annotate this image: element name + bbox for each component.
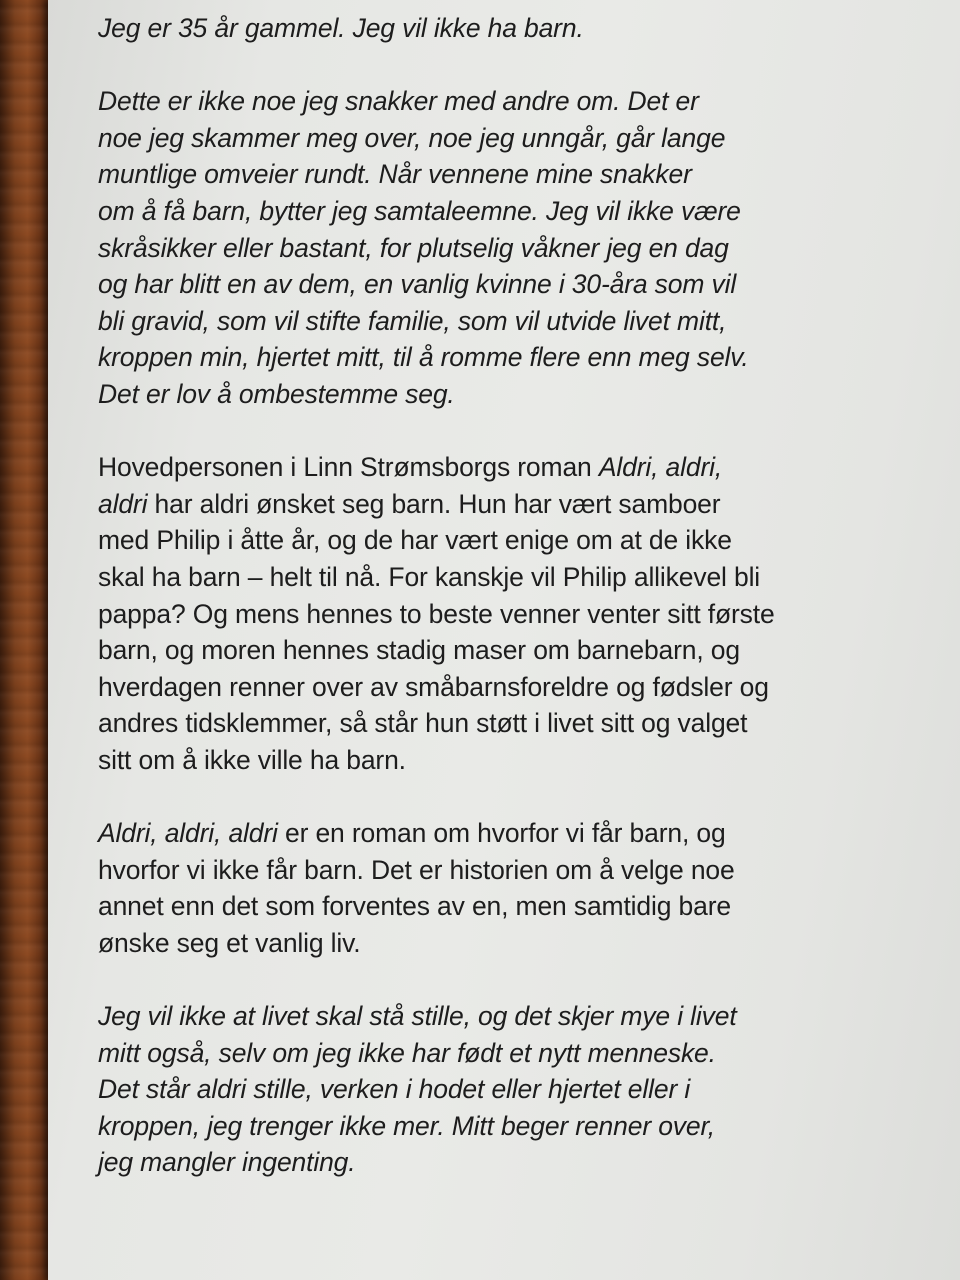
text-line (98, 888, 898, 925)
text-line (98, 449, 898, 486)
italic-text: aldri (98, 488, 148, 519)
italic-text: bli gravid, som vil stifte familie, som vil utvide livet mitt, (98, 305, 727, 336)
text-line (98, 998, 898, 1035)
text-line (98, 193, 898, 230)
text-line (98, 1144, 898, 1181)
text-line (98, 120, 898, 157)
text-line (98, 632, 898, 669)
italic-text: Dette er ikke noe jeg snakker med andre om. Det er (98, 86, 699, 117)
italic-text: kroppen min, hjertet mitt, til å romme flere enn meg selv. (98, 342, 749, 373)
body-text: skal ha barn – helt til nå. For kanskje vil Philip allikevel bli (98, 561, 761, 592)
paragraph-quote-2 (98, 998, 898, 1181)
text-line (98, 669, 898, 706)
body-text: sitt om å ikke ville ha barn. (98, 744, 406, 775)
body-text: pappa? Og mens hennes to beste venner venter sitt første (98, 598, 775, 629)
text-line (98, 1035, 898, 1072)
text-line (98, 10, 898, 47)
italic-text: muntlige omveier rundt. Når vennene mine snakker (98, 159, 692, 190)
body-text: er en roman om hvorfor vi får barn, og (277, 818, 726, 849)
paragraph-description-2 (98, 815, 898, 961)
text-line (98, 705, 898, 742)
italic-text: mitt også, selv om jeg ikke har født et nytt menneske. (98, 1037, 716, 1068)
italic-text: skråsikker eller bastant, for plutselig våkner jeg en dag (98, 232, 729, 263)
paragraph-quote-1 (98, 83, 898, 412)
paragraph-description-1 (98, 449, 898, 778)
italic-text: jeg mangler ingenting. (98, 1147, 356, 1178)
paragraph-intro-quote (98, 10, 898, 47)
body-text: Hovedpersonen i Linn Strømsborgs roman (98, 452, 599, 483)
text-line (98, 1071, 898, 1108)
italic-text: Det står aldri stille, verken i hodet eller hjertet eller i (98, 1074, 691, 1105)
text-line (98, 230, 898, 267)
text-line (98, 559, 898, 596)
text-line (98, 852, 898, 889)
text-line (98, 156, 898, 193)
text-line (98, 522, 898, 559)
text-line (98, 303, 898, 340)
italic-text: Aldri, aldri, (598, 452, 723, 483)
italic-text: om å få barn, bytter jeg samtaleemne. Jeg vil ikke være (98, 195, 741, 226)
text-line (98, 1108, 898, 1145)
blurb-text (98, 10, 898, 1218)
italic-text: noe jeg skammer meg over, noe jeg unngår, går lange (98, 122, 726, 153)
text-line (98, 596, 898, 633)
italic-text: Aldri, aldri, aldri (98, 818, 278, 849)
text-line (98, 339, 898, 376)
text-line (98, 266, 898, 303)
body-text: med Philip i åtte år, og de har vært enige om at de ikke (98, 525, 732, 556)
text-line (98, 815, 898, 852)
body-text: har aldri ønsket seg barn. Hun har vært samboer (147, 488, 721, 519)
body-text: barn, og moren hennes stadig maser om barnebarn, og (98, 635, 740, 666)
text-line (98, 486, 898, 523)
body-text: ønske seg et vanlig liv. (98, 927, 361, 958)
text-line (98, 376, 898, 413)
body-text: annet enn det som forventes av en, men samtidig bare (98, 891, 731, 922)
italic-text: Det er lov å ombestemme seg. (98, 378, 455, 409)
italic-text: Jeg vil ikke at livet skal stå stille, og det skjer mye i livet (98, 1001, 737, 1032)
italic-text: og har blitt en av dem, en vanlig kvinne i 30-åra som vil (98, 269, 737, 300)
italic-text: kroppen, jeg trenger ikke mer. Mitt beger renner over, (98, 1110, 715, 1141)
text-line (98, 83, 898, 120)
text-line (98, 925, 898, 962)
body-text: hverdagen renner over av småbarnsforeldre og fødsler og (98, 671, 769, 702)
wooden-table-edge (0, 0, 50, 1280)
body-text: andres tidsklemmer, så står hun støtt i livet sitt og valget (98, 708, 748, 739)
text-line (98, 742, 898, 779)
italic-text: Jeg er 35 år gammel. Jeg vil ikke ha barn. (98, 13, 584, 43)
body-text: hvorfor vi ikke får barn. Det er historien om å velge noe (98, 854, 735, 885)
